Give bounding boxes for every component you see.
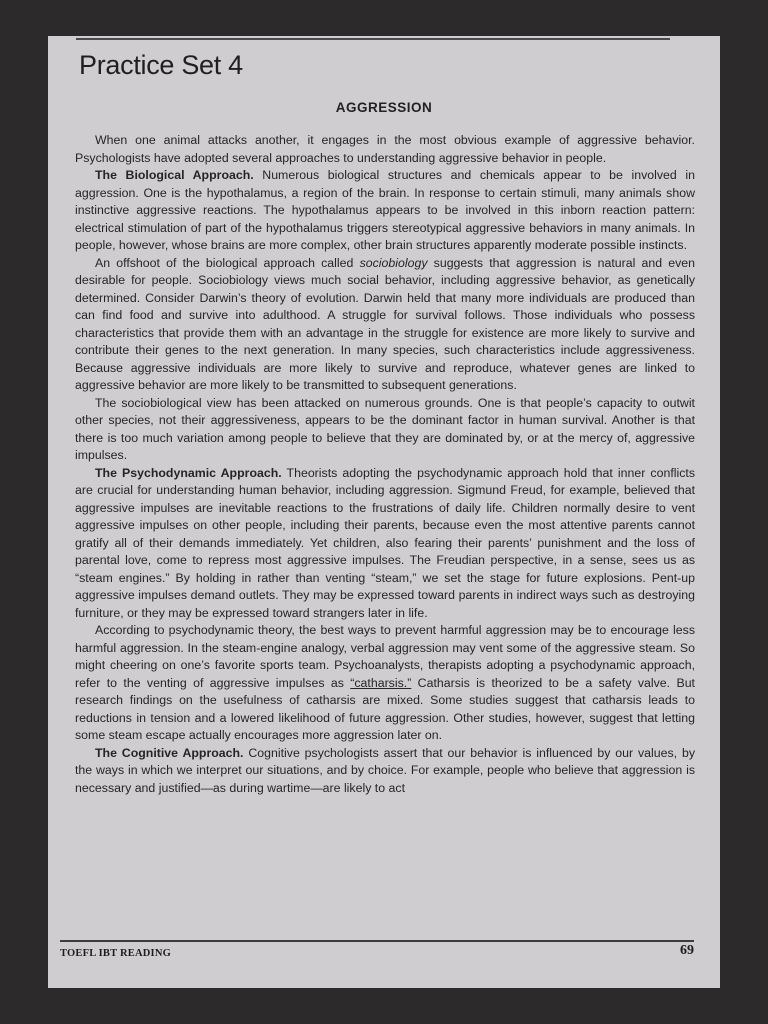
book-page	[48, 36, 720, 988]
top-rule	[76, 38, 670, 40]
paragraph-intro: When one animal attacks another, it engages in the most obvious example of aggressive behavior. Psychologists have adopted several approaches to understanding aggressive behavior in people.	[75, 133, 695, 165]
term-sociobiology: sociobiology	[359, 255, 428, 270]
running-footer: TOEFL IBT READING	[60, 948, 171, 959]
page-number: 69	[680, 943, 694, 958]
term-catharsis[interactable]: “catharsis.”	[350, 675, 412, 690]
footer-rule	[60, 940, 694, 942]
passage-body	[75, 132, 695, 797]
section-lead-cognitive: The Cognitive Approach.	[95, 745, 244, 760]
paragraph-sociobiology: An offshoot of the biological approach called sociobiology suggests that aggression is natural and even desirable for people. Sociobiology views much social behavior, including aggressive behavior, as genetically determined. Consider Darwin’s theory of evolution. Darwin held that many more individuals are produced than can find food and survive into adulthood. A struggle for survival follows. Those individuals who possess characteristics that provide them with an advantage in the struggle for existence are more likely to survive and contribute their genes to the next generation. In many species, such characteristics include aggressiveness. Because aggressive individuals are more likely to survive and reproduce, whatever genes are linked to aggressive behavior are more likely to be transmitted to subsequent generations.	[75, 255, 696, 392]
section-lead-psychodynamic: The Psychodynamic Approach.	[95, 465, 282, 480]
paragraph-catharsis: According to psychodynamic theory, the best ways to prevent harmful aggression may be to encourage less harmful aggression. In the steam-engine analogy, verbal aggression may vent some of the aggressive steam. So might cheering on one’s favorite sports team. Psychoanalysts, therapists adopting a psychodynamic approach, refer to the venting of aggressive impulses as “catharsis.” Catharsis is theorized to be a safety valve. But research findings on the usefulness of catharsis are mixed. Some studies suggest that catharsis leads to reductions in tension and a lowered likelihood of future aggression. Other studies, however, suggest that letting some steam escape actually encourages more aggression later on.	[75, 623, 695, 742]
paragraph-biological: The Biological Approach. Numerous biological structures and chemicals appear to be involved in aggression. One is the hypothalamus, a region of the brain. In response to certain stimuli, many animals show instinctive aggressive reactions. The hypothalamus appears to be involved in this inborn reaction pattern: electrical stimulation of part of the hypothalamus triggers stereotypical aggressive behaviors in many animals. In people, however, whose brains are more complex, other brain structures apparently moderate possible instincts.	[75, 168, 695, 252]
paragraph-criticism: The sociobiological view has been attacked on numerous grounds. One is that people’s capacity to outwit other species, not their aggressiveness, appears to be the dominant factor in human survival. Another is that there is too much variation among people to believe that they are dominated by, or at the mercy of, aggressive impulses.	[75, 395, 695, 462]
section-lead-biological: The Biological Approach.	[95, 168, 254, 182]
paragraph-psychodynamic: The Psychodynamic Approach. Theorists adopting the psychodynamic approach hold that inner conflicts are crucial for understanding human behavior, including aggression. Sigmund Freud, for example, believed that aggressive impulses are inevitable reactions to the frustrations of daily life. Children normally desire to vent aggressive impulses on other people, including their parents, because even the most attentive parents cannot gratify all of their demands immediately. Yet children, also fearing their parents’ punishment and the loss of parental love, come to repress most aggressive impulses. The Freudian perspective, in a sense, sees us as “steam engines.” By holding in rather than venting “steam,” we set the stage for future explosions. Pent-up aggressive impulses demand outlets. They may be expressed toward parents in indirect ways such as destroying furniture, or they may be expressed toward strangers later in life.	[75, 465, 696, 620]
page-title: Practice Set 4	[79, 50, 243, 80]
passage-heading: AGGRESSION	[335, 100, 433, 115]
paragraph-cognitive: The Cognitive Approach. Cognitive psychologists assert that our behavior is influenced by our values, by the ways in which we interpret our situations, and by choice. For example, people who believe that aggression is necessary and justified—as during wartime—are likely to act	[75, 745, 695, 795]
